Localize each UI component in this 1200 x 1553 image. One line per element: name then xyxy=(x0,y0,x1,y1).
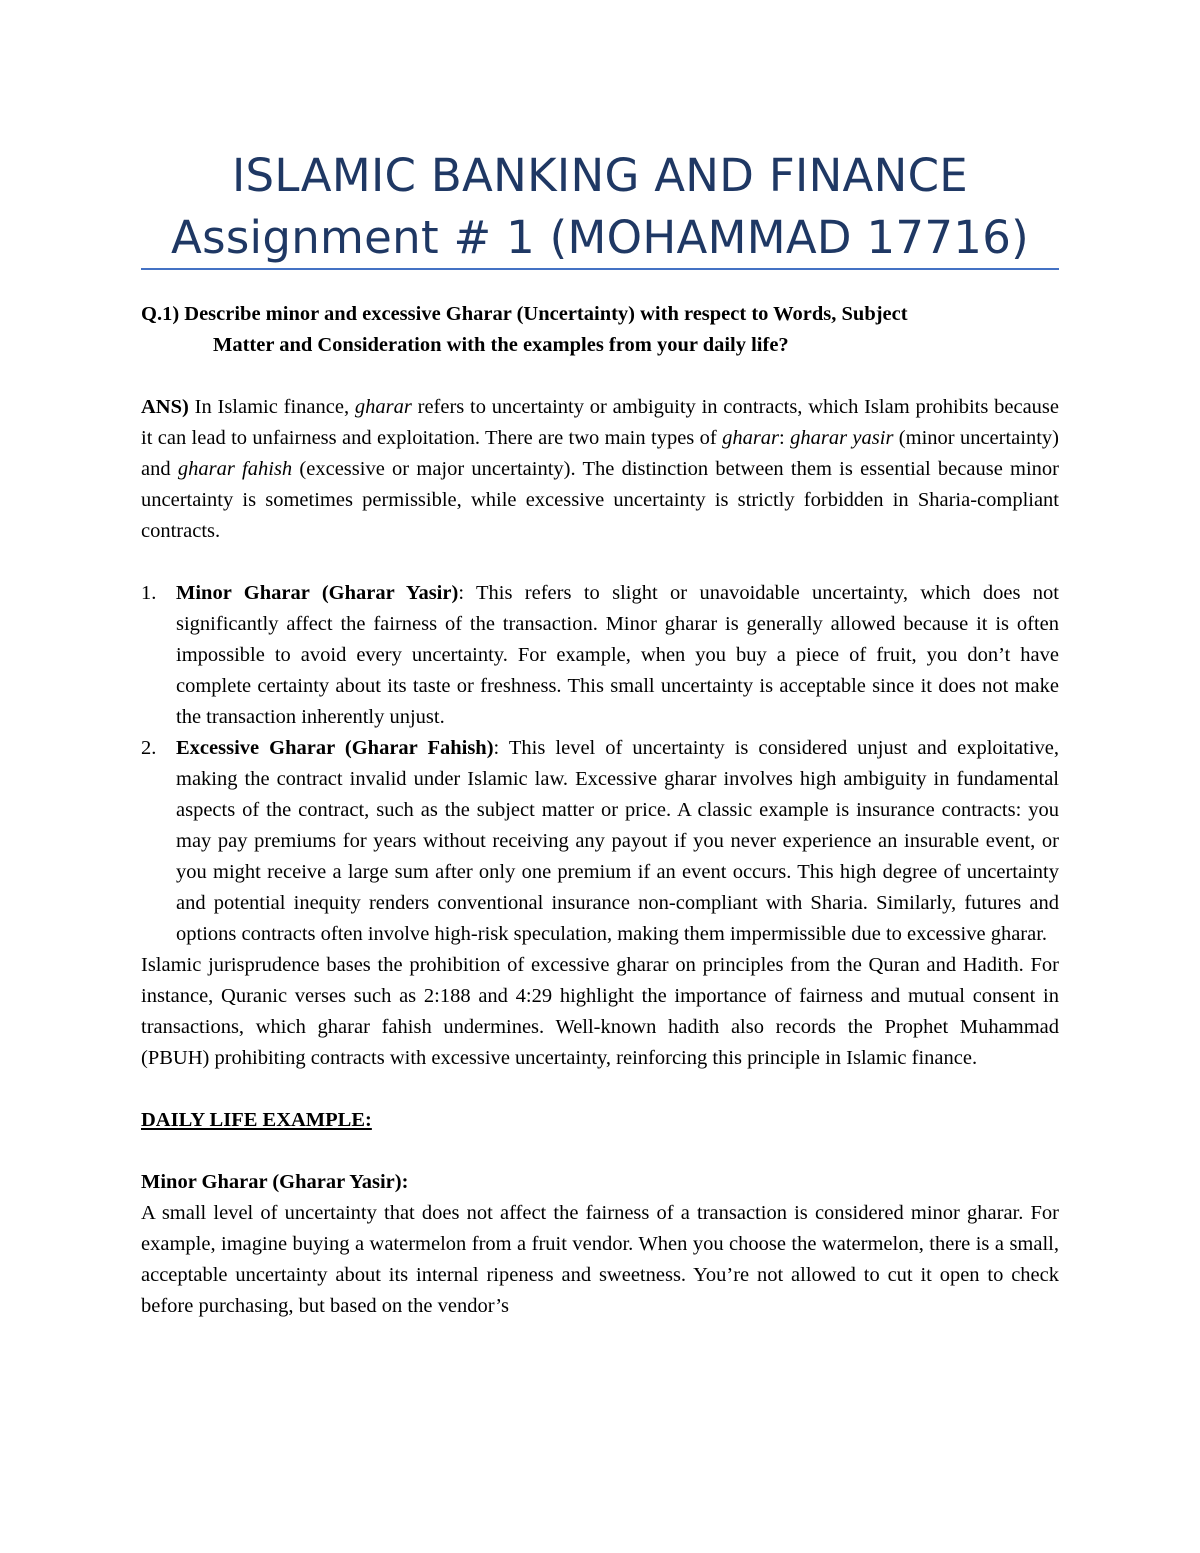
gharar-types-list xyxy=(141,578,1059,950)
answer-term-gharar-yasir: gharar yasir xyxy=(790,427,894,449)
document-title xyxy=(141,145,1059,269)
question-heading xyxy=(141,299,1059,361)
question-line-2: Matter and Consideration with the examples from your daily life? xyxy=(213,334,789,356)
spacer xyxy=(141,1074,1059,1105)
list-item-number: 1. xyxy=(141,582,157,604)
question-line-1: Q.1) Describe minor and excessive Gharar (Uncertainty) with respect to Words, Subject xyxy=(141,303,908,325)
title-underline xyxy=(141,268,1059,270)
list-item-number: 2. xyxy=(141,737,157,759)
title-line-1: ISLAMIC BANKING AND FINANCE xyxy=(231,149,969,202)
document-body xyxy=(141,299,1059,1322)
answer-label: ANS) xyxy=(141,396,189,418)
answer-text-4: (minor uncertainty) and xyxy=(141,427,1059,480)
list-item-text: : This level of uncertainty is considered unjust and exploitative, making the contract invalid under Islamic law. Excessive gharar involves high ambiguity in fundamental aspects of the contract, such as the subject matter or price. A classic example is insurance contracts: you may pay premiums for years without receiving any payout if you never experience an insurable event, or you might receive a large sum after only one premium if an event occurs. This high degree of uncertainty and potential inequity renders conventional insurance non-compliant with Sharia. Similarly, futures and options contracts often involve high-risk speculation, making them impermissible due to excessive gharar. xyxy=(176,737,1059,945)
answer-paragraph xyxy=(141,392,1059,547)
spacer xyxy=(141,547,1059,578)
list-item xyxy=(141,578,1059,733)
jurisprudence-paragraph: Islamic jurisprudence bases the prohibition of excessive gharar on principles from the Quran and Hadith. For instance, Quranic verses such as 2:188 and 4:29 highlight the importance of fairness and mutual consent in transactions, which gharar fahish undermines. Well-known hadith also records the Prophet Muhammad (PBUH) prohibiting contracts with excessive uncertainty, reinforcing this principle in Islamic finance. xyxy=(141,954,1059,1069)
title-line-2: Assignment # 1 (MOHAMMAD 17716) xyxy=(170,211,1029,264)
answer-text-1: In Islamic finance, xyxy=(188,396,355,418)
spacer xyxy=(141,361,1059,392)
answer-term-gharar-2: gharar xyxy=(722,427,780,449)
list-item xyxy=(141,733,1059,950)
daily-life-heading: DAILY LIFE EXAMPLE: xyxy=(141,1109,372,1131)
list-item-text: : This refers to slight or unavoidable uncertainty, which does not significantly affect the fairness of the transaction. Minor gharar is generally allowed because it is often impossible to avoid every uncertainty. For example, when you buy a piece of fruit, you don’t have complete certainty about its taste or freshness. This small uncertainty is acceptable since it does not make the transaction inherently unjust. xyxy=(176,582,1059,728)
minor-gharar-paragraph: A small level of uncertainty that does not affect the fairness of a transaction is considered minor gharar. For example, imagine buying a watermelon from a fruit vendor. When you choose the watermelon, there is a small, acceptable uncertainty about its internal ripeness and sweetness. You’re not allowed to cut it open to check before purchasing, but based on the vendor’s xyxy=(141,1202,1059,1317)
spacer xyxy=(141,1136,1059,1167)
answer-term-gharar-fahish: gharar fahish xyxy=(177,458,293,480)
answer-text-5: (excessive or major uncertainty). The distinction between them is essential because minor uncertainty is sometimes permissible, while excessive uncertainty is strictly forbidden in Sharia-compliant contracts. xyxy=(141,458,1060,542)
list-item-term: Excessive Gharar (Gharar Fahish) xyxy=(176,737,494,759)
minor-gharar-heading xyxy=(141,1167,1059,1198)
answer-text-2: refers to uncertainty or ambiguity in contracts, which Islam prohibits because it can lead to unfairness and exploitation. There are two main types of xyxy=(141,396,1059,449)
list-item-term: Minor Gharar (Gharar Yasir) xyxy=(176,582,459,604)
answer-term-gharar: gharar xyxy=(354,396,412,418)
minor-gharar-heading-text: Minor Gharar (Gharar Yasir): xyxy=(141,1171,409,1193)
answer-text-3: : xyxy=(779,427,791,449)
